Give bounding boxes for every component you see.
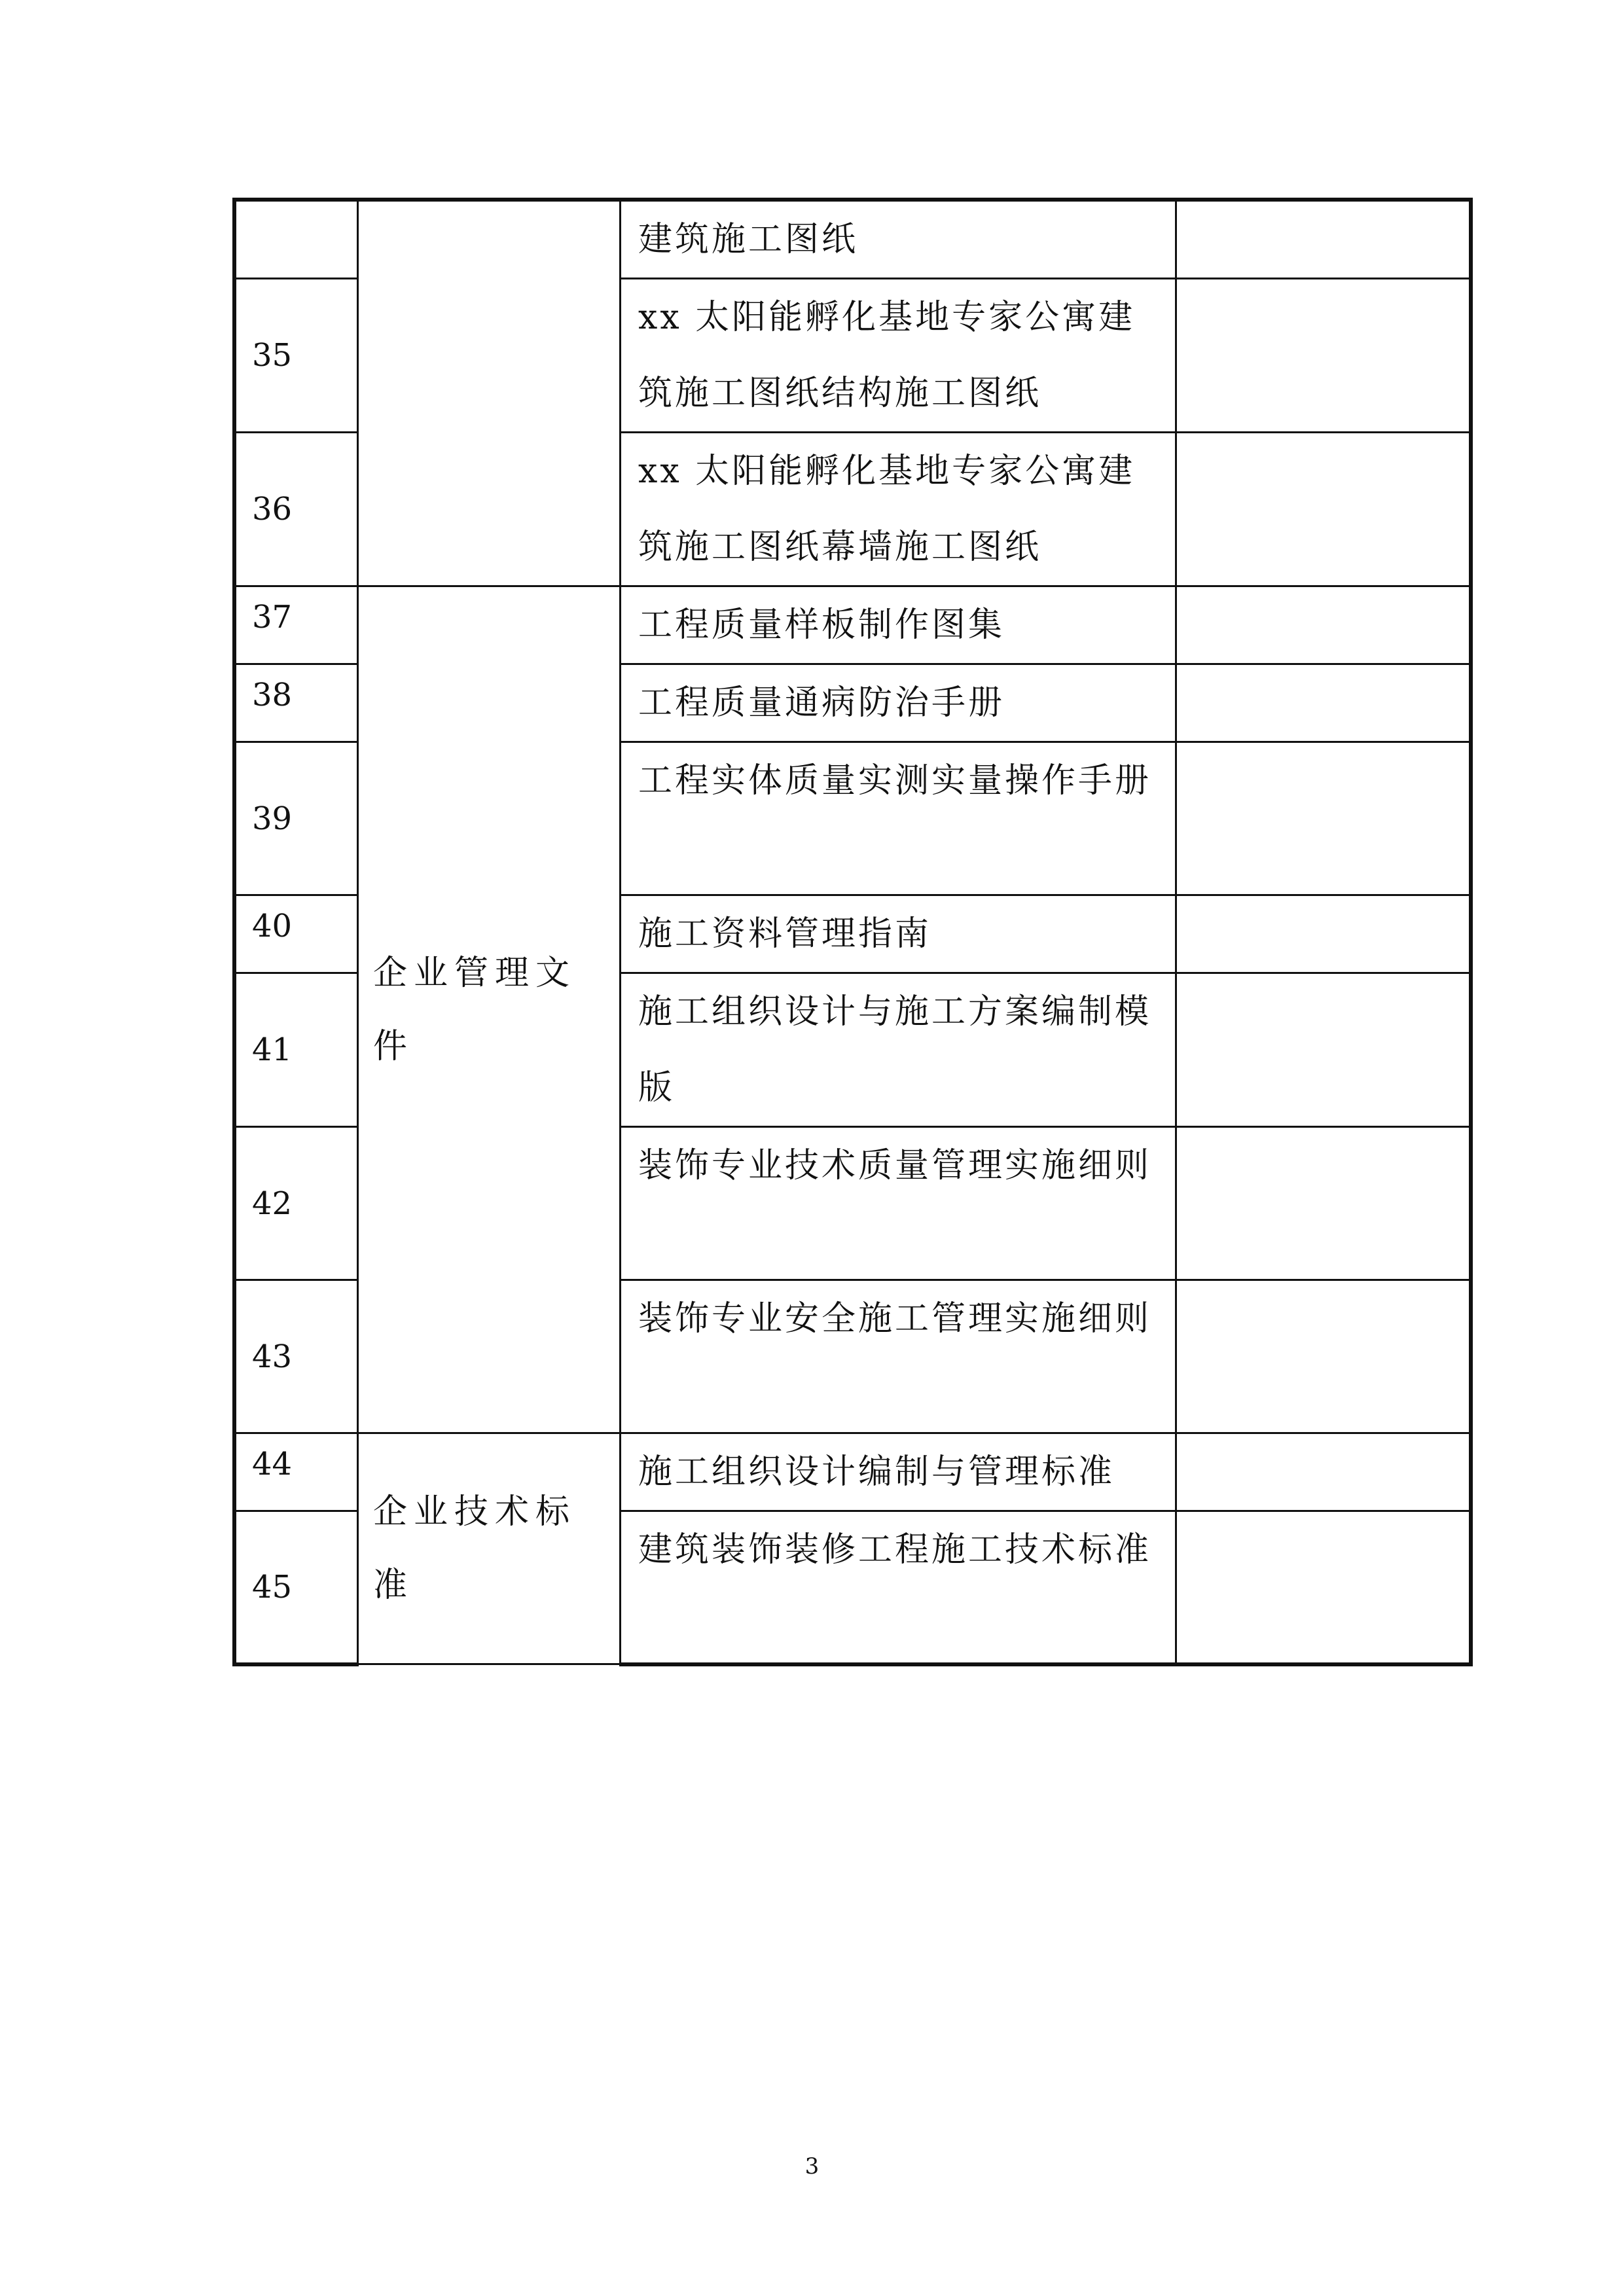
row-number: 42 xyxy=(234,1127,358,1280)
row-number: 45 xyxy=(234,1511,358,1664)
row-number: 44 xyxy=(234,1433,358,1511)
category-cell-empty xyxy=(358,200,621,586)
document-name: 施工组织设计与施工方案编制模版 xyxy=(621,973,1176,1127)
row-number: 43 xyxy=(234,1280,358,1433)
remark-cell xyxy=(1176,973,1471,1127)
document-name: 工程质量通病防治手册 xyxy=(621,664,1176,742)
row-number: 39 xyxy=(234,742,358,895)
remark-cell xyxy=(1176,1280,1471,1433)
document-name: 工程实体质量实测实量操作手册 xyxy=(621,742,1176,895)
document-name: 施工组织设计编制与管理标准 xyxy=(621,1433,1176,1511)
remark-cell xyxy=(1176,664,1471,742)
document-name: 工程质量样板制作图集 xyxy=(621,586,1176,664)
document-name: 施工资料管理指南 xyxy=(621,895,1176,973)
category-management-docs: 企业管理文件 xyxy=(358,586,621,1433)
table-row xyxy=(234,1433,1471,1511)
document-name: 装饰专业技术质量管理实施细则 xyxy=(621,1127,1176,1280)
document-name: 建筑装饰装修工程施工技术标准 xyxy=(621,1511,1176,1664)
remark-cell xyxy=(1176,1511,1471,1664)
row-number: 35 xyxy=(234,279,358,433)
row-number xyxy=(234,200,358,279)
remark-cell xyxy=(1176,279,1471,433)
document-name: 装饰专业安全施工管理实施细则 xyxy=(621,1280,1176,1433)
row-number: 36 xyxy=(234,433,358,586)
remark-cell xyxy=(1176,742,1471,895)
document-name: xx 太阳能孵化基地专家公寓建筑施工图纸结构施工图纸 xyxy=(621,279,1176,433)
remark-cell xyxy=(1176,1127,1471,1280)
document-name: 建筑施工图纸 xyxy=(621,200,1176,279)
row-number: 37 xyxy=(234,586,358,664)
remark-cell xyxy=(1176,200,1471,279)
remark-cell xyxy=(1176,433,1471,586)
row-number: 40 xyxy=(234,895,358,973)
remark-cell xyxy=(1176,1433,1471,1511)
category-technical-standards: 企业技术标准 xyxy=(358,1433,621,1664)
document-name: xx 太阳能孵化基地专家公寓建筑施工图纸幕墙施工图纸 xyxy=(621,433,1176,586)
table-row xyxy=(234,200,1471,279)
row-number: 41 xyxy=(234,973,358,1127)
remark-cell xyxy=(1176,586,1471,664)
remark-cell xyxy=(1176,895,1471,973)
document-table xyxy=(232,198,1473,1666)
row-number: 38 xyxy=(234,664,358,742)
table-row xyxy=(234,586,1471,664)
page-number: 3 xyxy=(804,2153,820,2179)
